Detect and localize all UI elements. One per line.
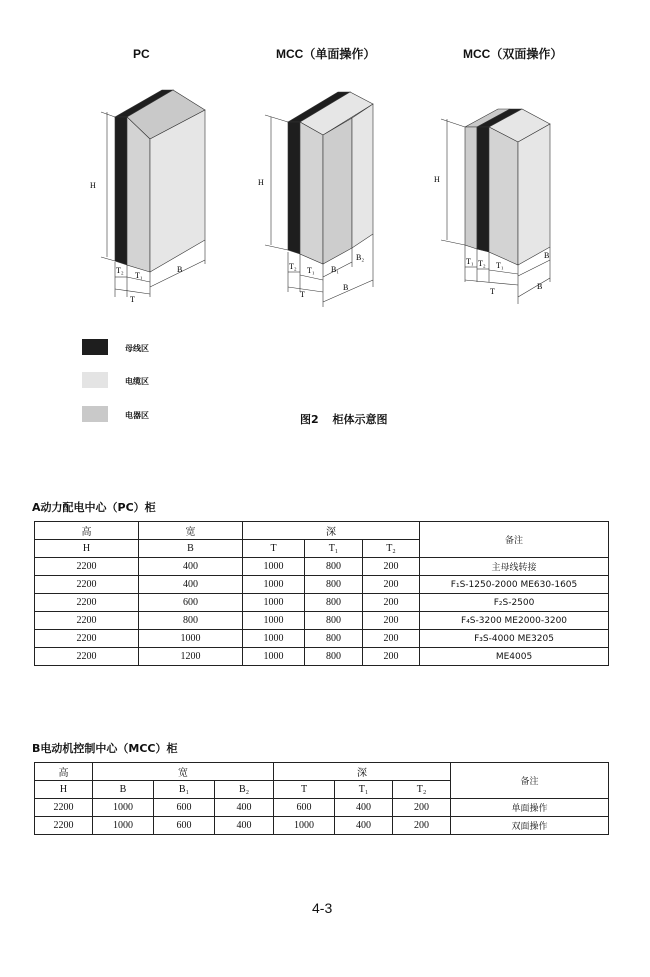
pc-cell-t1: 800 [305,612,363,630]
mcc-double-device-side [489,127,518,265]
mcc-header-b: B [93,781,154,799]
mcc-cell-b1: 600 [154,799,215,817]
mcc-single-dim-t: T [300,290,305,299]
mcc-cell-t2: 200 [393,817,451,835]
pc-header-width: 宽 [139,522,243,540]
pc-dim-h: H [90,181,96,190]
figure-label-mcc-double: MCC（双面操作） [463,47,563,61]
figure-caption-text: 柜体示意图 [332,413,388,426]
pc-cell-remark: F₄S-3200 ME2000-3200 [420,612,609,630]
mcc-header-b2: B₂ [215,781,274,799]
figure-caption-number: 图2 [300,413,319,426]
mcc-header-t1: T₁ [335,781,393,799]
pc-header-t: T [243,540,305,558]
pc-cell-b: 400 [139,576,243,594]
figure-caption [300,411,398,427]
mcc-header-t: T [274,781,335,799]
table-row [35,799,609,817]
pc-cell-t1: 800 [305,648,363,666]
pc-cabinet-diagram [85,82,220,307]
pc-busbar-front [115,117,127,265]
mcc-single-cable-front [352,104,373,248]
mcc-cell-b: 1000 [93,817,154,835]
pc-cell-t: 1000 [243,576,305,594]
pc-cell-b: 800 [139,612,243,630]
pc-device-side [127,117,150,272]
mcc-cell-t: 600 [274,799,335,817]
table-row [35,630,609,648]
mcc-single-dim-b: B [343,283,349,292]
table-pc [34,521,609,666]
legend-swatch-device [82,406,108,422]
pc-cell-t1: 800 [305,594,363,612]
mcc-single-device-front [323,118,352,264]
pc-cell-t2: 200 [363,558,420,576]
pc-cell-b: 1200 [139,648,243,666]
pc-cell-h: 2200 [35,558,139,576]
pc-cell-remark: ME4005 [420,648,609,666]
mcc-header-b1: B₁ [154,781,215,799]
pc-cell-t2: 200 [363,612,420,630]
table-mcc [34,762,609,835]
mcc-cell-h: 2200 [35,799,93,817]
pc-cell-b: 400 [139,558,243,576]
mcc-single-dim-t2: T₂ [289,262,297,271]
pc-cell-h: 2200 [35,594,139,612]
pc-cell-remark: 主母线转接 [420,558,609,576]
mcc-double-busbar-front [477,127,489,252]
pc-cell-t2: 200 [363,576,420,594]
table-pc-title: A动力配电中心（PC）柜 [32,501,156,514]
pc-cell-t: 1000 [243,558,305,576]
pc-cell-remark: F₃S-4000 ME3205 [420,630,609,648]
table-mcc-title: B电动机控制中心（MCC）柜 [32,742,178,755]
mcc-cell-remark: 单面操作 [451,799,609,817]
pc-cell-t1: 800 [305,576,363,594]
pc-header-height: 高 [35,522,139,540]
pc-cell-b: 1000 [139,630,243,648]
mcc-cell-b2: 400 [215,817,274,835]
table-row [35,817,609,835]
mcc-cell-t1: 400 [335,817,393,835]
mcc-single-busbar-front [288,122,300,254]
mcc-header-height: 高 [35,763,93,781]
pc-cell-remark: F₁S-1250-2000 ME630-1605 [420,576,609,594]
pc-cell-remark: F₂S-2500 [420,594,609,612]
pc-cell-t1: 800 [305,558,363,576]
mcc-single-device-side [300,122,323,264]
mcc-double-cabinet-diagram [430,82,565,307]
legend-swatch-cable [82,372,108,388]
pc-dim-b: B [177,265,183,274]
mcc-single-dim-t1: T₁ [307,266,315,275]
pc-cell-t: 1000 [243,630,305,648]
mcc-single-cabinet-diagram [255,82,390,312]
pc-cell-t2: 200 [363,648,420,666]
mcc-cell-b2: 400 [215,799,274,817]
mcc-cell-b: 1000 [93,799,154,817]
mcc-header-remarks: 备注 [451,763,609,799]
pc-header-t1: T₁ [305,540,363,558]
mcc-double-dim-t1-left: T₁ [466,257,474,266]
pc-cell-t: 1000 [243,594,305,612]
figure-label-mcc-single: MCC（单面操作） [276,47,376,61]
mcc-header-width: 宽 [93,763,274,781]
mcc-double-cable-front [518,124,550,265]
pc-header-b: B [139,540,243,558]
pc-cell-t2: 200 [363,630,420,648]
table-row [35,576,609,594]
mcc-double-dim-b-lower: B [537,282,543,291]
pc-cell-h: 2200 [35,648,139,666]
mcc-double-dim-h: H [434,175,440,184]
mcc-double-dim-b-upper: B [544,251,550,260]
table-row [35,612,609,630]
pc-cell-b: 600 [139,594,243,612]
pc-dim-t2: T₂ [116,266,124,275]
mcc-single-dim-b2: B₂ [356,253,365,262]
legend-swatch-busbar [82,339,108,355]
pc-dim-t1: T₁ [135,271,143,280]
pc-header-t2: T₂ [363,540,420,558]
mcc-cell-t2: 200 [393,799,451,817]
mcc-single-dim-b1: B₁ [331,265,340,274]
table-row [35,594,609,612]
mcc-cell-b1: 600 [154,817,215,835]
pc-dim-t: T [130,295,135,304]
pc-cell-t1: 800 [305,630,363,648]
table-row [35,558,609,576]
pc-cell-t2: 200 [363,594,420,612]
pc-header-remarks: 备注 [420,522,609,558]
mcc-double-dim-t2: T₂ [478,259,486,268]
pc-cell-t: 1000 [243,612,305,630]
mcc-double-dim-t1-right: T₁ [496,261,504,270]
legend-label-busbar: 母线区 [125,344,149,353]
pc-header-h: H [35,540,139,558]
mcc-double-dim-t: T [490,287,495,296]
figure-label-pc: PC [133,47,150,61]
table-row [35,648,609,666]
mcc-header-t2: T₂ [393,781,451,799]
pc-cell-h: 2200 [35,612,139,630]
mcc-cell-t: 1000 [274,817,335,835]
pc-cell-t: 1000 [243,648,305,666]
mcc-cell-remark: 双面操作 [451,817,609,835]
mcc-cell-h: 2200 [35,817,93,835]
mcc-cell-t1: 400 [335,799,393,817]
mcc-header-depth: 深 [274,763,451,781]
mcc-double-device-left [465,127,477,249]
legend-label-device: 电器区 [125,411,149,420]
pc-header-depth: 深 [243,522,420,540]
legend-label-cable: 电缆区 [125,377,149,386]
pc-cell-h: 2200 [35,630,139,648]
page-number: 4-3 [312,900,333,916]
mcc-single-dim-h: H [258,178,264,187]
pc-cell-h: 2200 [35,576,139,594]
mcc-header-h: H [35,781,93,799]
